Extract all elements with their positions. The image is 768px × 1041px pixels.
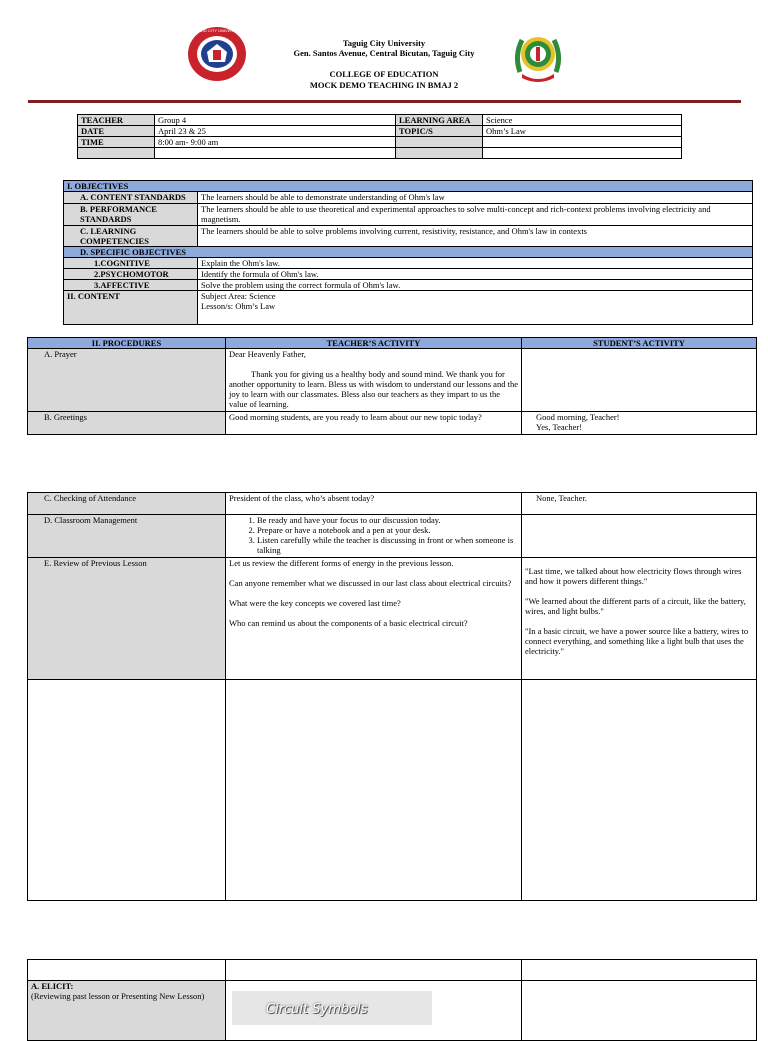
- prayer-body: Thank you for giving us a healthy body and sound mind. We thank you for another opportunity to learn. Bless us with wisdom to understand our lessons and the joy to learn with our classmates. Bless also our teachers as they impart to us the value of learning.: [229, 369, 518, 409]
- management-rules: [229, 515, 518, 555]
- objectives-header: I. OBJECTIVES: [64, 181, 753, 192]
- circuit-symbols-title: Circuit Symbols: [266, 1002, 368, 1017]
- student-activity-col-header: STUDENT’S ACTIVITY: [522, 338, 757, 349]
- management-teacher: [226, 515, 522, 558]
- cognitive-text: Explain the Ohm's law.: [198, 258, 753, 269]
- management-rule: 1. Be ready and have your focus to our discussion today.: [257, 515, 518, 525]
- topic-value: Ohm’s Law: [483, 126, 682, 137]
- info-table: [77, 114, 682, 159]
- circuit-symbols-banner: [232, 991, 432, 1025]
- content-section-text: [198, 291, 753, 325]
- greetings-student-line2: Yes, Teacher!: [536, 422, 583, 432]
- review-student-2: "We learned about the different parts of a circuit, like the battery, wires, and light bulbs.": [525, 596, 746, 616]
- prayer-student: [522, 349, 757, 412]
- content-standards-label: A. CONTENT STANDARDS: [64, 192, 198, 204]
- area-value: Science: [483, 115, 682, 126]
- lessons: Lesson/s: Ohm’s Law: [201, 301, 276, 311]
- elicit-teacher: [226, 981, 522, 1041]
- empty-label-cell: [396, 137, 483, 148]
- procedures-table-1: [27, 337, 757, 435]
- topic-label: TOPIC/S: [396, 126, 483, 137]
- teacher-activity-col-header: TEACHER’S ACTIVITY: [226, 338, 522, 349]
- specific-objectives-header: D. SPECIFIC OBJECTIVES: [64, 247, 753, 258]
- subject-area: Subject Area: Science: [201, 291, 276, 301]
- attendance-teacher: President of the class, who’s absent today?: [226, 493, 522, 515]
- affective-label: 3.AFFECTIVE: [64, 280, 198, 291]
- elicit-label: A. ELICIT:: [31, 981, 74, 991]
- time-label: TIME: [78, 137, 155, 148]
- management-student: [522, 515, 757, 558]
- review-teacher-4: Who can remind us about the components of a basic electrical circuit?: [229, 618, 468, 628]
- header-rule: [28, 100, 741, 103]
- empty-cell: [28, 960, 226, 981]
- review-label: E. Review of Previous Lesson: [28, 558, 226, 680]
- greetings-student-line1: Good morning, Teacher!: [536, 412, 620, 422]
- prayer-teacher: [226, 349, 522, 412]
- empty-value-cell: [155, 148, 396, 159]
- performance-standards-text: The learners should be able to use theoretical and experimental approaches to solve multi-concept and rich-context problems involving electricity and magnetism.: [198, 204, 753, 226]
- review-teacher-1: Let us review the different forms of energy in the previous lesson.: [229, 558, 454, 568]
- empty-label-cell: [78, 148, 155, 159]
- review-student: [522, 558, 757, 680]
- area-label: LEARNING AREA: [396, 115, 483, 126]
- content-section-label: II. CONTENT: [64, 291, 198, 325]
- attendance-label: C. Checking of Attendance: [28, 493, 226, 515]
- empty-cell: [28, 680, 226, 901]
- time-value: 8:00 am- 9:00 am: [155, 137, 396, 148]
- procedures-col-header: II. PROCEDURES: [28, 338, 226, 349]
- objectives-table: [63, 180, 753, 325]
- management-rule: 2. Prepare or have a notebook and a pen at your desk.: [257, 525, 518, 535]
- document-subtitle: MOCK DEMO TEACHING IN BMAJ 2: [309, 80, 459, 90]
- college-name: COLLEGE OF EDUCATION: [329, 69, 439, 79]
- greetings-student: [522, 412, 757, 435]
- review-teacher-2: Can anyone remember what we discussed in our last class about electrical circuits?: [229, 578, 512, 588]
- greetings-label: B. Greetings: [28, 412, 226, 435]
- prayer-label: A. Prayer: [28, 349, 226, 412]
- empty-cell: [226, 960, 522, 981]
- procedures-table-2: [27, 492, 757, 901]
- learning-competencies-text: The learners should be able to solve problems involving current, resistivity, resistance, and Ohm's law in contexts: [198, 226, 753, 247]
- empty-label-cell: [396, 148, 483, 159]
- elicit-student: [522, 981, 757, 1041]
- empty-value-cell: [483, 148, 682, 159]
- psychomotor-label: 2.PSYCHOMOTOR: [64, 269, 198, 280]
- empty-cell: [522, 960, 757, 981]
- management-rule: 3. Listen carefully while the teacher is discussing in front or when someone is talking: [257, 535, 518, 555]
- psychomotor-text: Identify the formula of Ohm's law.: [198, 269, 753, 280]
- affective-text: Solve the problem using the correct formula of Ohm's law.: [198, 280, 753, 291]
- empty-value-cell: [483, 137, 682, 148]
- procedures-table-3: [27, 959, 757, 1041]
- teacher-label: TEACHER: [78, 115, 155, 126]
- performance-standards-label: B. PERFORMANCE STANDARDS: [64, 204, 198, 226]
- attendance-student: None, Teacher.: [522, 493, 757, 515]
- review-teacher-3: What were the key concepts we covered last time?: [229, 598, 401, 608]
- content-standards-text: The learners should be able to demonstrate understanding of Ohm's law: [198, 192, 753, 204]
- learning-competencies-label: C. LEARNING COMPETENCIES: [64, 226, 198, 247]
- university-address: Gen. Santos Avenue, Central Bicutan, Taguig City: [293, 48, 475, 58]
- date-value: April 23 & 25: [155, 126, 396, 137]
- review-student-3: "In a basic circuit, we have a power source like a battery, wires to connect everything, and something like a light bulb that uses the electricity.": [525, 626, 749, 656]
- management-label: D. Classroom Management: [28, 515, 226, 558]
- elicit-label-cell: [28, 981, 226, 1041]
- review-student-1: "Last time, we talked about how electricity flows through wires and how it powers different things.": [525, 566, 742, 586]
- cognitive-label: 1.COGNITIVE: [64, 258, 198, 269]
- university-name: Taguig City University: [342, 38, 426, 48]
- teacher-value: Group 4: [155, 115, 396, 126]
- greetings-teacher: Good morning students, are you ready to learn about our new topic today?: [226, 412, 522, 435]
- left-logo-text: TAGUIG CITY UNIVERSITY: [191, 28, 243, 33]
- prayer-greeting: Dear Heavenly Father,: [229, 349, 306, 359]
- elicit-subtitle: (Reviewing past lesson or Presenting New Lesson): [31, 991, 205, 1001]
- date-label: DATE: [78, 126, 155, 137]
- empty-cell: [522, 680, 757, 901]
- review-teacher: [226, 558, 522, 680]
- empty-cell: [226, 680, 522, 901]
